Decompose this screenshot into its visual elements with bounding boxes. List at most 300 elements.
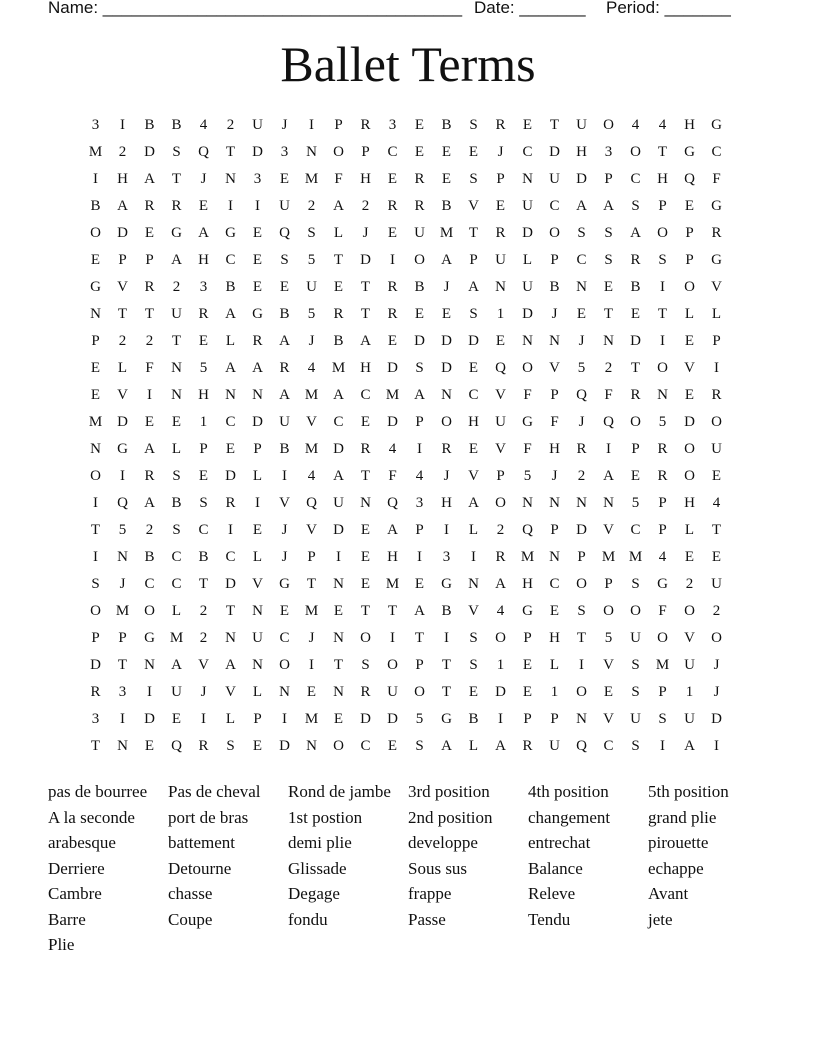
grid-letter[interactable]: Q [279,225,290,241]
grid-letter[interactable]: E [90,252,101,268]
grid-letter[interactable]: N [441,387,452,403]
grid-letter[interactable]: N [576,711,587,727]
grid-letter[interactable]: U [630,711,641,727]
grid-letter[interactable]: D [117,225,128,241]
grid-letter[interactable]: F [388,468,397,484]
grid-letter[interactable]: N [90,441,101,457]
grid-letter[interactable]: T [171,333,182,349]
grid-letter[interactable]: R [495,117,506,133]
grid-letter[interactable]: S [631,576,640,592]
grid-letter[interactable]: U [711,576,722,592]
grid-letter[interactable]: D [549,144,560,160]
grid-letter[interactable]: A [198,225,209,241]
grid-letter[interactable]: E [468,441,479,457]
grid-letter[interactable]: S [469,630,478,646]
grid-letter[interactable]: E [144,225,155,241]
grid-letter[interactable]: M [88,414,103,430]
grid-letter[interactable]: O [630,144,641,160]
grid-letter[interactable]: T [90,738,101,754]
grid-letter[interactable]: O [90,468,101,484]
grid-letter[interactable]: D [279,738,290,754]
grid-letter[interactable]: F [550,414,559,430]
grid-letter[interactable]: A [144,171,155,187]
grid-letter[interactable]: R [630,252,641,268]
grid-letter[interactable]: A [144,495,155,511]
grid-letter[interactable]: A [333,387,344,403]
grid-letter[interactable]: R [522,738,533,754]
grid-letter[interactable]: C [630,171,641,187]
grid-letter[interactable]: R [144,468,155,484]
grid-letter[interactable]: N [90,306,101,322]
grid-letter[interactable]: N [576,495,587,511]
grid-letter[interactable]: G [171,225,182,241]
grid-letter[interactable]: L [684,522,695,538]
grid-letter[interactable]: J [551,468,558,484]
grid-letter[interactable]: I [336,549,341,565]
grid-letter[interactable]: I [93,171,98,187]
grid-letter[interactable]: H [576,144,587,160]
grid-letter[interactable]: A [576,198,587,214]
grid-letter[interactable]: O [333,144,344,160]
grid-letter[interactable]: 2 [685,576,694,592]
grid-letter[interactable]: J [308,630,315,646]
grid-letter[interactable]: G [711,117,722,133]
grid-letter[interactable]: B [90,198,101,214]
grid-letter[interactable]: N [225,630,236,646]
grid-letter[interactable]: J [713,684,720,700]
grid-letter[interactable]: 3 [91,711,100,727]
grid-letter[interactable]: C [144,576,155,592]
grid-letter[interactable]: N [252,387,263,403]
grid-letter[interactable]: 5 [523,468,532,484]
grid-letter[interactable]: 3 [91,117,100,133]
grid-letter[interactable]: G [144,630,155,646]
grid-letter[interactable]: G [711,252,722,268]
grid-letter[interactable]: M [115,603,130,619]
grid-letter[interactable]: R [630,387,641,403]
grid-letter[interactable]: P [604,576,613,592]
grid-letter[interactable]: E [495,333,506,349]
grid-letter[interactable]: S [199,495,208,511]
grid-letter[interactable]: P [415,657,424,673]
grid-letter[interactable]: T [171,171,182,187]
grid-letter[interactable]: 1 [550,684,559,700]
grid-letter[interactable]: V [117,279,128,295]
grid-letter[interactable]: I [471,549,476,565]
grid-letter[interactable]: E [549,603,560,619]
grid-letter[interactable]: E [90,387,101,403]
grid-letter[interactable]: L [117,360,128,376]
grid-letter[interactable]: P [415,414,424,430]
grid-letter[interactable]: T [441,684,452,700]
grid-letter[interactable]: I [498,711,503,727]
grid-letter[interactable]: A [495,738,506,754]
grid-letter[interactable]: J [578,333,585,349]
grid-letter[interactable]: Q [387,495,398,511]
grid-letter[interactable]: F [523,441,532,457]
grid-letter[interactable]: O [144,603,155,619]
grid-letter[interactable]: J [308,333,315,349]
grid-letter[interactable]: A [225,360,236,376]
grid-letter[interactable]: U [279,414,290,430]
grid-letter[interactable]: H [360,360,371,376]
grid-letter[interactable]: O [684,441,695,457]
grid-letter[interactable]: J [200,171,207,187]
grid-letter[interactable]: U [279,198,290,214]
grid-letter[interactable]: P [550,387,559,403]
grid-letter[interactable]: I [282,468,287,484]
grid-letter[interactable]: I [120,117,125,133]
grid-letter[interactable]: R [198,306,209,322]
grid-letter[interactable]: P [550,522,559,538]
grid-letter[interactable]: C [225,549,236,565]
grid-letter[interactable]: 1 [685,684,694,700]
grid-letter[interactable]: J [281,117,288,133]
grid-letter[interactable]: R [225,495,236,511]
grid-letter[interactable]: 1 [199,414,208,430]
grid-letter[interactable]: R [495,549,506,565]
grid-letter[interactable]: H [360,171,371,187]
grid-letter[interactable]: R [414,171,425,187]
grid-letter[interactable]: E [684,387,695,403]
grid-letter[interactable]: E [279,603,290,619]
grid-letter[interactable]: R [414,198,425,214]
grid-letter[interactable]: I [228,522,233,538]
grid-letter[interactable]: 5 [631,495,640,511]
grid-letter[interactable]: P [253,441,262,457]
grid-letter[interactable]: S [172,468,181,484]
grid-letter[interactable]: O [684,468,695,484]
grid-letter[interactable]: E [414,144,425,160]
grid-letter[interactable]: I [606,441,611,457]
grid-letter[interactable]: N [279,684,290,700]
grid-letter[interactable]: I [660,333,665,349]
grid-letter[interactable]: S [172,144,181,160]
grid-letter[interactable]: N [522,495,533,511]
grid-letter[interactable]: V [252,576,263,592]
grid-letter[interactable]: E [198,198,209,214]
grid-letter[interactable]: B [225,279,236,295]
grid-letter[interactable]: I [93,495,98,511]
grid-letter[interactable]: P [118,252,127,268]
grid-letter[interactable]: V [684,630,695,646]
grid-letter[interactable]: D [576,171,587,187]
grid-letter[interactable]: R [387,279,398,295]
grid-letter[interactable]: A [279,387,290,403]
grid-letter[interactable]: 2 [712,603,721,619]
grid-letter[interactable]: O [684,279,695,295]
grid-letter[interactable]: L [549,657,560,673]
grid-letter[interactable]: 5 [307,306,316,322]
grid-letter[interactable]: E [360,414,371,430]
grid-letter[interactable]: 3 [199,279,208,295]
grid-letter[interactable]: T [387,603,398,619]
grid-letter[interactable]: J [443,468,450,484]
grid-letter[interactable]: E [333,603,344,619]
grid-letter[interactable]: 3 [604,144,613,160]
grid-letter[interactable]: D [576,522,587,538]
grid-letter[interactable]: E [711,468,722,484]
grid-letter[interactable]: E [252,252,263,268]
grid-letter[interactable]: 4 [388,441,397,457]
grid-letter[interactable]: E [198,468,209,484]
grid-letter[interactable]: D [387,360,398,376]
grid-letter[interactable]: R [657,468,668,484]
grid-letter[interactable]: U [684,657,695,673]
grid-letter[interactable]: B [144,549,155,565]
grid-letter[interactable]: J [578,414,585,430]
grid-letter[interactable]: F [712,171,721,187]
grid-letter[interactable]: P [523,630,532,646]
grid-letter[interactable]: D [225,576,236,592]
grid-letter[interactable]: O [603,603,614,619]
grid-letter[interactable]: 2 [577,468,586,484]
grid-letter[interactable]: S [469,657,478,673]
grid-letter[interactable]: Q [684,171,695,187]
grid-letter[interactable]: 4 [415,468,424,484]
grid-letter[interactable]: D [468,333,479,349]
grid-letter[interactable]: Q [306,495,317,511]
grid-letter[interactable]: Q [576,738,587,754]
grid-letter[interactable]: N [171,387,182,403]
grid-letter[interactable]: N [225,171,236,187]
grid-letter[interactable]: E [171,711,182,727]
grid-letter[interactable]: G [684,144,695,160]
grid-letter[interactable]: D [144,711,155,727]
grid-letter[interactable]: H [684,495,695,511]
grid-letter[interactable]: I [714,738,719,754]
grid-letter[interactable]: T [198,576,209,592]
grid-letter[interactable]: M [520,549,535,565]
grid-letter[interactable]: N [576,279,587,295]
grid-letter[interactable]: S [172,522,181,538]
grid-letter[interactable]: E [171,414,182,430]
grid-letter[interactable]: N [117,738,128,754]
grid-letter[interactable]: I [120,711,125,727]
grid-letter[interactable]: I [255,198,260,214]
grid-letter[interactable]: 1 [496,306,505,322]
grid-letter[interactable]: V [279,495,290,511]
grid-letter[interactable]: L [711,306,722,322]
grid-letter[interactable]: D [117,414,128,430]
grid-letter[interactable]: C [225,252,236,268]
grid-letter[interactable]: I [147,684,152,700]
grid-letter[interactable]: E [252,279,263,295]
grid-letter[interactable]: R [144,279,155,295]
grid-letter[interactable]: S [631,657,640,673]
grid-letter[interactable]: N [549,495,560,511]
grid-letter[interactable]: R [360,117,371,133]
grid-letter[interactable]: U [171,684,182,700]
grid-letter[interactable]: 4 [658,549,667,565]
grid-letter[interactable]: N [333,576,344,592]
grid-letter[interactable]: M [655,657,670,673]
grid-letter[interactable]: P [415,522,424,538]
grid-letter[interactable]: H [522,576,533,592]
grid-letter[interactable]: A [144,441,155,457]
grid-letter[interactable]: A [684,738,695,754]
grid-letter[interactable]: F [658,603,667,619]
grid-letter[interactable]: U [495,252,506,268]
grid-letter[interactable]: N [117,549,128,565]
grid-letter[interactable]: R [657,441,668,457]
grid-letter[interactable]: F [145,360,154,376]
grid-letter[interactable]: B [279,441,290,457]
grid-letter[interactable]: B [333,333,344,349]
grid-letter[interactable]: C [576,252,587,268]
grid-letter[interactable]: P [631,441,640,457]
grid-letter[interactable]: C [630,522,641,538]
grid-letter[interactable]: B [171,495,182,511]
grid-letter[interactable]: N [333,630,344,646]
grid-letter[interactable]: P [496,171,505,187]
grid-letter[interactable]: E [387,333,398,349]
grid-letter[interactable]: O [387,657,398,673]
grid-letter[interactable]: I [444,630,449,646]
grid-letter[interactable]: U [576,117,587,133]
grid-letter[interactable]: L [522,252,533,268]
grid-letter[interactable]: U [495,414,506,430]
grid-letter[interactable]: J [497,144,504,160]
grid-letter[interactable]: P [253,711,262,727]
grid-letter[interactable]: D [684,414,695,430]
grid-letter[interactable]: A [630,225,641,241]
grid-letter[interactable]: E [144,738,155,754]
grid-letter[interactable]: U [684,711,695,727]
grid-letter[interactable]: A [333,198,344,214]
grid-letter[interactable]: J [200,684,207,700]
grid-letter[interactable]: T [360,306,371,322]
grid-letter[interactable]: M [601,549,616,565]
grid-letter[interactable]: R [360,684,371,700]
grid-letter[interactable]: P [550,711,559,727]
grid-letter[interactable]: U [387,684,398,700]
grid-letter[interactable]: R [711,225,722,241]
grid-letter[interactable]: 5 [415,711,424,727]
grid-letter[interactable]: E [306,684,317,700]
grid-letter[interactable]: T [360,279,371,295]
grid-letter[interactable]: L [468,522,479,538]
grid-letter[interactable]: G [279,576,290,592]
grid-letter[interactable]: C [333,414,344,430]
grid-letter[interactable]: S [469,171,478,187]
grid-letter[interactable]: D [414,333,425,349]
grid-letter[interactable]: T [441,657,452,673]
grid-letter[interactable]: N [495,279,506,295]
grid-letter[interactable]: N [252,657,263,673]
grid-letter[interactable]: T [117,306,128,322]
grid-letter[interactable]: E [333,711,344,727]
grid-letter[interactable]: P [91,630,100,646]
grid-letter[interactable]: P [91,333,100,349]
grid-letter[interactable]: T [576,630,587,646]
grid-letter[interactable]: D [225,468,236,484]
grid-letter[interactable]: F [604,387,613,403]
grid-letter[interactable]: 3 [388,117,397,133]
grid-letter[interactable]: U [171,306,182,322]
grid-letter[interactable]: O [495,630,506,646]
grid-letter[interactable]: L [252,684,263,700]
grid-letter[interactable]: D [252,144,263,160]
grid-letter[interactable]: A [441,738,452,754]
grid-letter[interactable]: E [603,684,614,700]
grid-letter[interactable]: I [93,549,98,565]
grid-letter[interactable]: E [414,117,425,133]
grid-letter[interactable]: O [711,630,722,646]
grid-letter[interactable]: N [603,333,614,349]
grid-letter[interactable]: O [414,684,425,700]
grid-letter[interactable]: R [387,306,398,322]
grid-letter[interactable]: E [468,684,479,700]
grid-letter[interactable]: E [387,225,398,241]
grid-letter[interactable]: O [522,360,533,376]
grid-letter[interactable]: S [631,684,640,700]
grid-letter[interactable]: S [469,306,478,322]
grid-letter[interactable]: 3 [253,171,262,187]
grid-letter[interactable]: J [281,522,288,538]
grid-letter[interactable]: P [334,117,343,133]
grid-letter[interactable]: E [630,468,641,484]
grid-letter[interactable]: D [441,360,452,376]
grid-letter[interactable]: E [387,738,398,754]
grid-letter[interactable]: D [495,684,506,700]
grid-letter[interactable]: P [685,225,694,241]
grid-letter[interactable]: V [495,441,506,457]
grid-letter[interactable]: O [576,684,587,700]
grid-letter[interactable]: I [714,360,719,376]
grid-letter[interactable]: 4 [496,603,505,619]
grid-letter[interactable]: J [443,279,450,295]
grid-letter[interactable]: E [684,549,695,565]
grid-letter[interactable]: P [685,252,694,268]
grid-letter[interactable]: A [468,279,479,295]
grid-letter[interactable]: S [307,225,316,241]
grid-letter[interactable]: R [279,360,290,376]
grid-letter[interactable]: P [604,171,613,187]
grid-letter[interactable]: 3 [280,144,289,160]
grid-letter[interactable]: I [309,117,314,133]
grid-letter[interactable]: O [576,576,587,592]
grid-letter[interactable]: T [333,657,344,673]
grid-letter[interactable]: M [385,576,400,592]
grid-letter[interactable]: O [495,495,506,511]
grid-letter[interactable]: U [414,225,425,241]
grid-letter[interactable]: J [119,576,126,592]
grid-letter[interactable]: B [441,603,452,619]
grid-letter[interactable]: B [630,279,641,295]
grid-letter[interactable]: A [414,387,425,403]
grid-letter[interactable]: E [333,279,344,295]
grid-letter[interactable]: N [333,684,344,700]
grid-letter[interactable]: 2 [199,630,208,646]
grid-letter[interactable]: S [577,225,586,241]
grid-letter[interactable]: Q [495,360,506,376]
grid-letter[interactable]: V [549,360,560,376]
grid-letter[interactable]: O [360,630,371,646]
grid-letter[interactable]: V [495,387,506,403]
grid-letter[interactable]: E [360,522,371,538]
grid-letter[interactable]: T [657,306,668,322]
grid-letter[interactable]: Q [117,495,128,511]
grid-letter[interactable]: G [657,576,668,592]
grid-letter[interactable]: D [387,414,398,430]
grid-letter[interactable]: A [279,333,290,349]
grid-letter[interactable]: T [225,144,236,160]
grid-letter[interactable]: A [333,468,344,484]
grid-letter[interactable]: S [604,252,613,268]
grid-letter[interactable]: J [281,549,288,565]
grid-letter[interactable]: I [417,441,422,457]
